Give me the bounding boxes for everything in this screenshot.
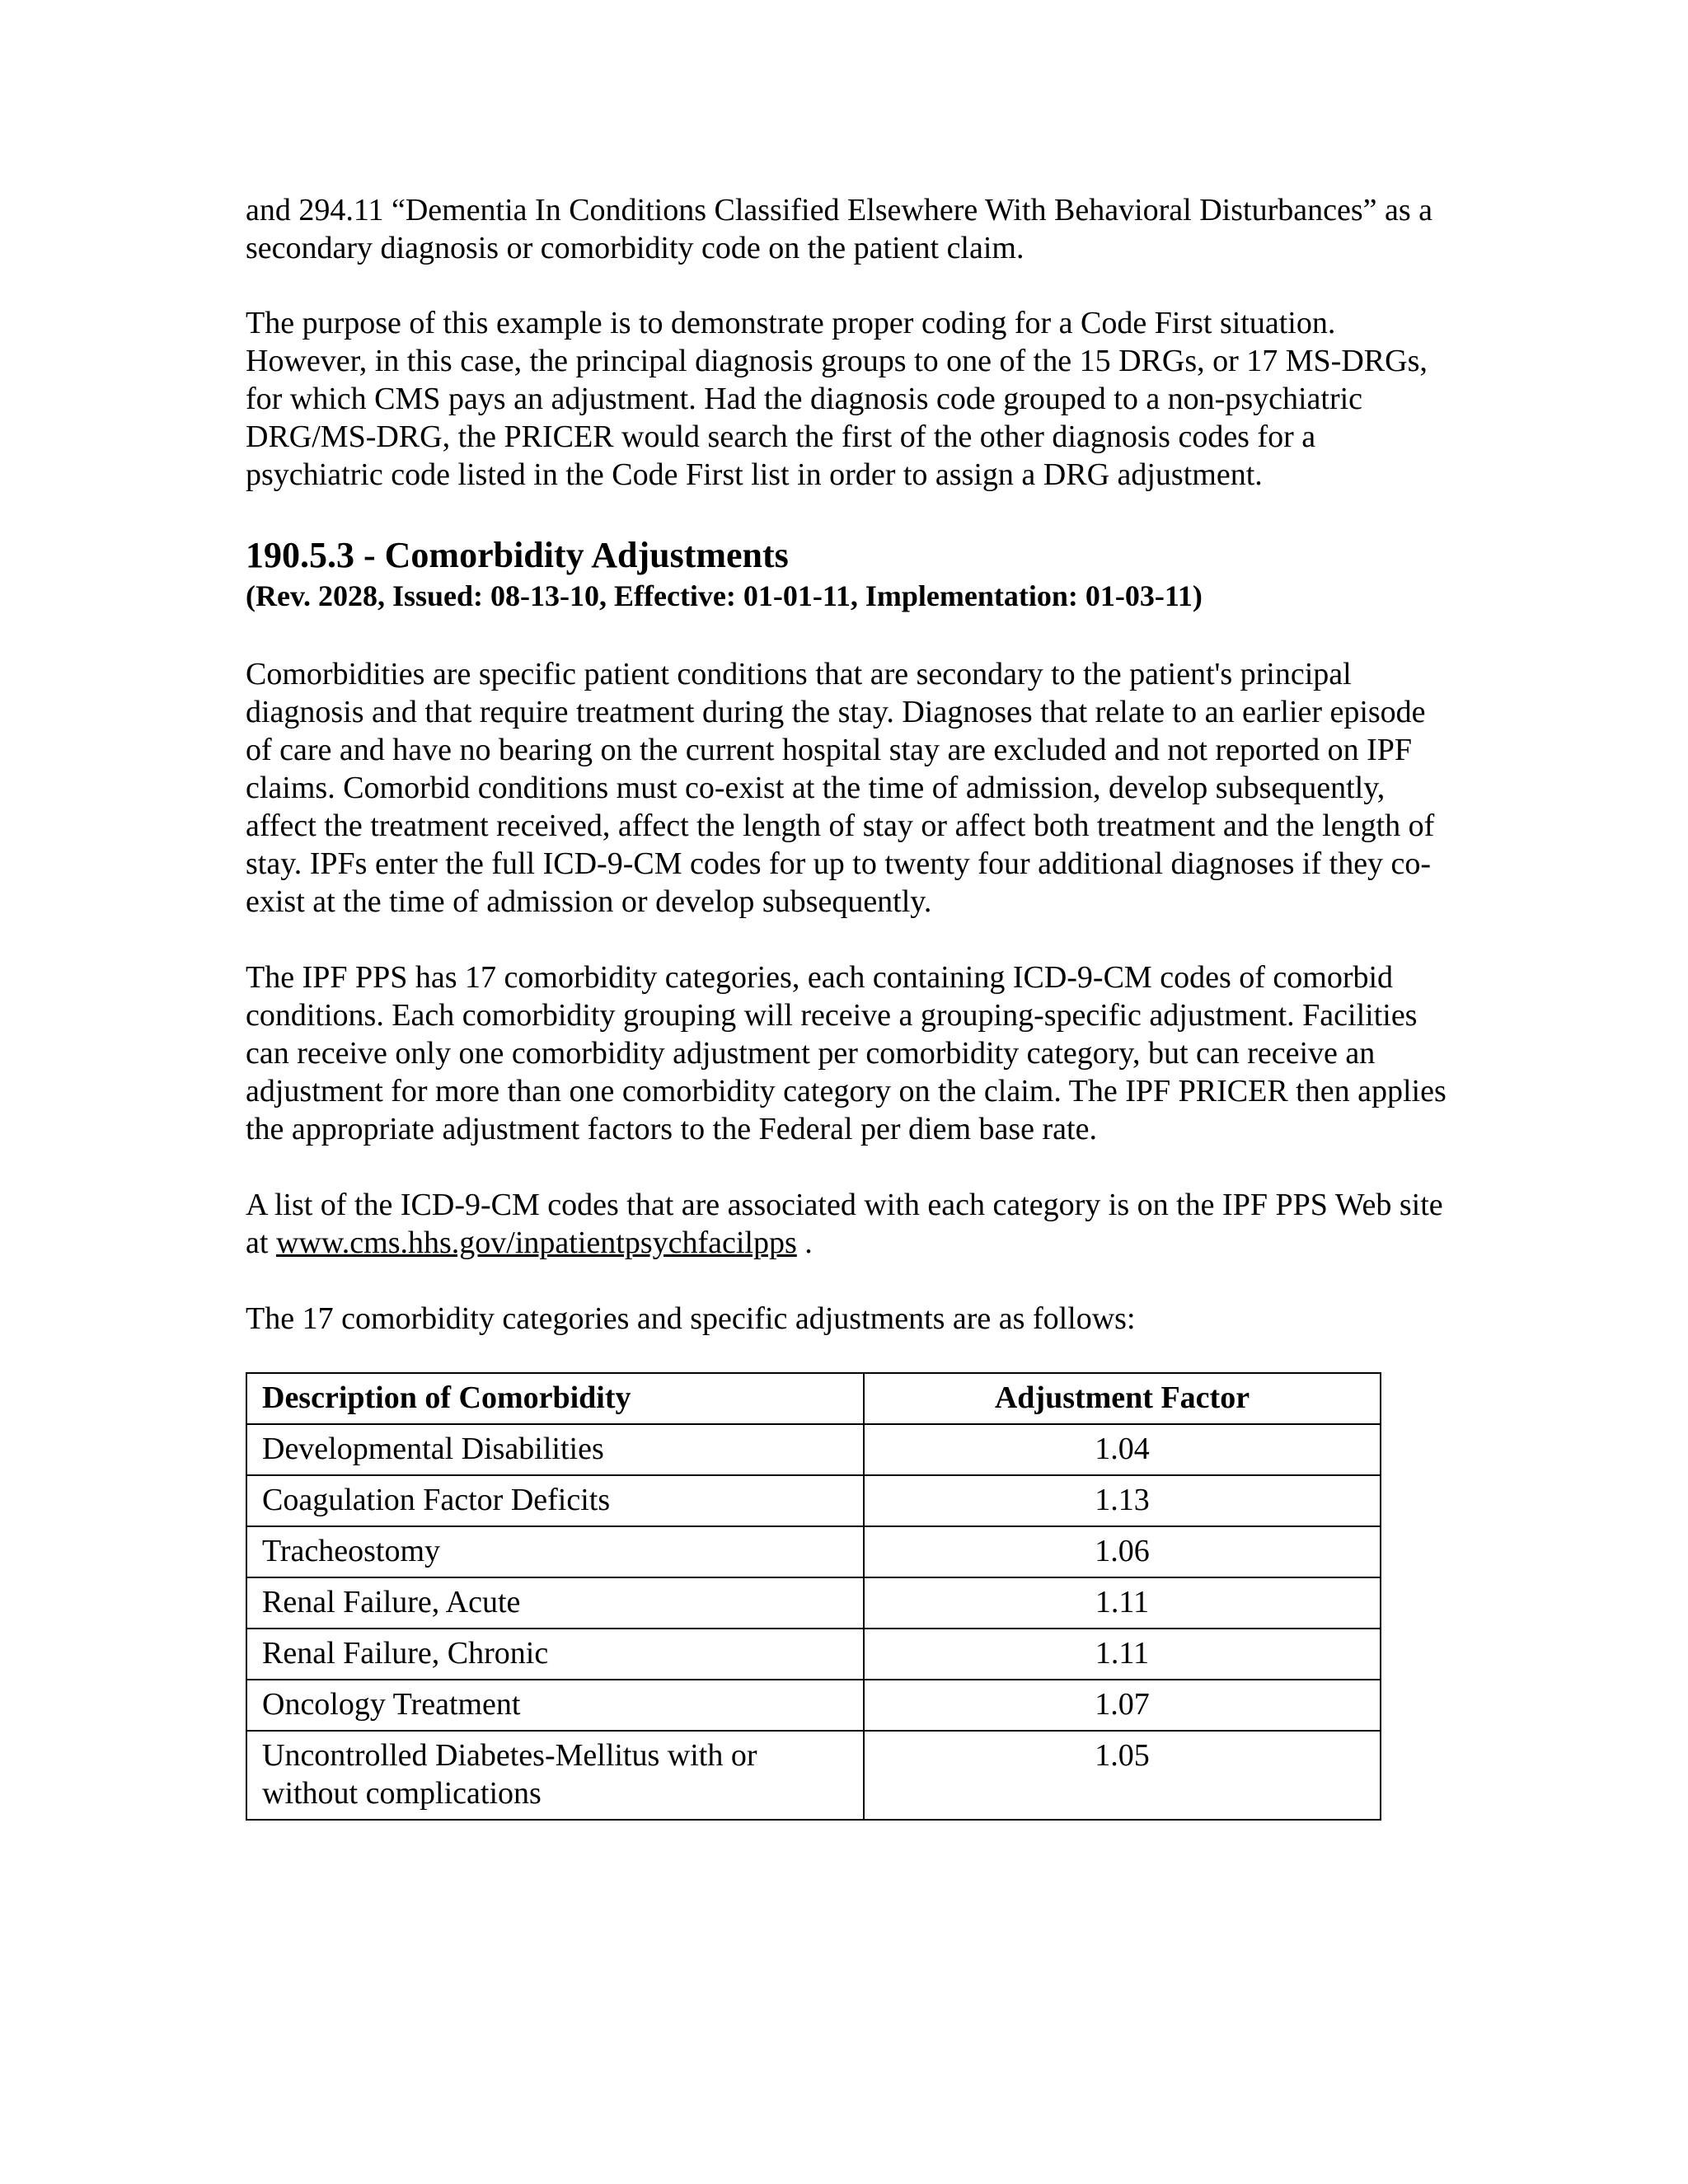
table-row: [246, 1526, 1381, 1577]
table-row: [246, 1424, 1381, 1475]
cell-description: Tracheostomy: [246, 1526, 864, 1577]
header-adjustment-factor: Adjustment Factor: [864, 1373, 1381, 1424]
paragraph-comorbidity-categories: The IPF PPS has 17 comorbidity categories, each containing ICD-9-CM codes of comorbid conditions. Each comorbidity grouping will receive a grouping-specific adjustment. Facilities can receive only one comorbidity adjustment per comorbidity category, but can receive an adjustment for more than one comorbidity category on the claim. The IPF PRICER then applies the appropriate adjustment factors to the Federal per diem base rate.: [246, 960, 1447, 1146]
table-row: [246, 1475, 1381, 1526]
ipf-pps-website-link[interactable]: www.cms.hhs.gov/inpatientpsychfacilpps: [275, 1226, 797, 1260]
paragraph-icd-code-list-text: A list of the ICD-9-CM codes that are associated with each category is on the IPF PPS Web site at: [246, 1188, 1443, 1260]
cell-factor: 1.07: [864, 1680, 1381, 1731]
paragraph-dementia-code: and 294.11 “Dementia In Conditions Classified Elsewhere With Behavioral Disturbances” as a secondary diagnosis or comorbidity code on the patient claim.: [246, 193, 1432, 265]
table-row: [246, 1577, 1381, 1629]
paragraph-comorbidities-definition: Comorbidities are specific patient conditions that are secondary to the patient's principal diagnosis and that require treatment during the stay. Diagnoses that relate to an earlier episode of care and have no bearing on the current hospital stay are excluded and not reported on IPF claims. Comorbid conditions must co-exist at the time of admission, develop subsequently, affect the treatment received, affect the length of stay or affect both treatment and the length of stay. IPFs enter the full ICD-9-CM codes for up to twenty four additional diagnoses if they co-exist at the time of admission or develop subsequently.: [246, 657, 1435, 919]
paragraph-table-intro: The 17 comorbidity categories and specific adjustments are as follows:: [246, 1301, 1136, 1336]
cell-factor: 1.04: [864, 1424, 1381, 1475]
table-header-row: [246, 1373, 1381, 1424]
cell-description: Coagulation Factor Deficits: [246, 1475, 864, 1526]
header-description: Description of Comorbidity: [246, 1373, 864, 1424]
cell-factor: 1.05: [864, 1731, 1381, 1820]
cell-description: Renal Failure, Chronic: [246, 1629, 864, 1680]
cell-factor: 1.11: [864, 1577, 1381, 1629]
cell-description: Renal Failure, Acute: [246, 1577, 864, 1629]
revision-line: (Rev. 2028, Issued: 08-13-10, Effective: 01-01-11, Implementation: 01-03-11): [246, 579, 1203, 612]
table-row: [246, 1629, 1381, 1680]
table-row: [246, 1680, 1381, 1731]
paragraph-icd-code-list-end: .: [796, 1226, 813, 1260]
cell-description: Developmental Disabilities: [246, 1424, 864, 1475]
cell-description: Oncology Treatment: [246, 1680, 864, 1731]
cell-description: Uncontrolled Diabetes-Mellitus with or without complications: [246, 1731, 864, 1820]
document-page: [246, 191, 1449, 1821]
cell-factor: 1.13: [864, 1475, 1381, 1526]
cell-factor: 1.06: [864, 1526, 1381, 1577]
paragraph-icd-code-list: [246, 1186, 1449, 1262]
section-heading: 190.5.3 - Comorbidity Adjustments: [246, 535, 789, 575]
paragraph-code-first-example: The purpose of this example is to demonstrate proper coding for a Code First situation. However, in this case, the principal diagnosis groups to one of the 15 DRGs, or 17 MS-DRGs, for which CMS pays an adjustment. Had the diagnosis code grouped to a non-psychiatric DRG/MS-DRG, the PRICER would search the first of the other diagnosis codes for a psychiatric code listed in the Code First list in order to assign a DRG adjustment.: [246, 306, 1428, 492]
cell-factor: 1.11: [864, 1629, 1381, 1680]
table-row: [246, 1731, 1381, 1820]
comorbidity-adjustment-table: [246, 1372, 1381, 1821]
